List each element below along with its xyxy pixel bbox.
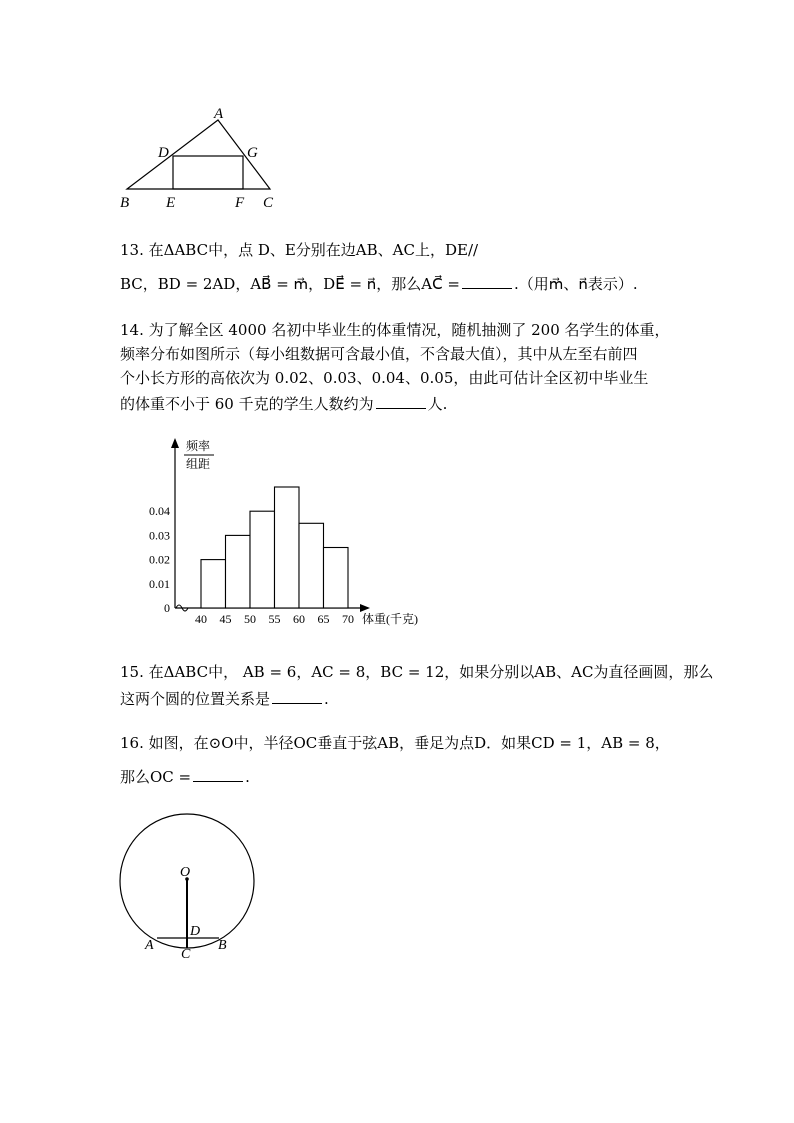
q14-line3: 个小长方形的高依次为 0.02、0.03、0.04、0.05，由此可估计全区初中毕业生	[120, 369, 649, 387]
q14-line4	[120, 393, 447, 414]
xlabel: 体重(千克)	[362, 612, 418, 626]
ylabel-top: 频率	[186, 439, 211, 453]
q14-line1: 14. 为了解全区 4000 名初中毕业生的体重情况，随机抽测了 200 名学生的体重，	[120, 321, 670, 339]
label-f: F	[235, 195, 245, 211]
q14-line4-text: 的体重不小于 60 千克的学生人数约为	[120, 395, 374, 413]
y-axis-arrow	[171, 438, 179, 448]
q13-answer-blank[interactable]	[462, 273, 512, 289]
q14-answer-blank[interactable]	[376, 393, 426, 409]
q16-line1: 16. 如图，在⊙O中，半径OC垂直于弦AB，垂足为点D．如果CD = 1，AB = 8，	[120, 734, 670, 752]
label-a: A	[145, 938, 154, 953]
q15-line1: 15. 在ΔABC中， AB = 6，AC = 8，BC = 12，如果分别以AB、AC为直径画圆，那么	[120, 663, 714, 681]
x-tick-label-6: 70	[342, 612, 354, 626]
label-g: G	[247, 145, 258, 161]
q14-line4-tail: 人.	[427, 395, 448, 413]
x-tick-label-3: 55	[268, 612, 281, 626]
label-c: C	[181, 947, 191, 960]
x-tick-label-5: 65	[317, 612, 330, 626]
bar-4	[299, 523, 324, 608]
x-axis-arrow	[360, 604, 370, 612]
circle-figure	[110, 810, 270, 960]
y-tick-label-0: 0	[164, 601, 170, 615]
bar-0	[201, 560, 226, 608]
x-tick-label-4: 60	[293, 612, 305, 626]
label-b: B	[120, 195, 130, 211]
label-d: D	[158, 145, 169, 161]
label-a: A	[214, 106, 224, 122]
histogram-chart	[140, 430, 440, 630]
x-tick-label-0: 40	[195, 612, 207, 626]
q15-line2	[120, 688, 329, 709]
label-c: C	[263, 195, 274, 211]
ylabel-bottom: 组距	[186, 457, 211, 471]
y-tick-label-4: 0.04	[149, 504, 170, 519]
q16-answer-blank[interactable]	[193, 766, 243, 782]
q16-line2-tail: .	[245, 768, 250, 786]
bar-3	[275, 487, 300, 608]
label-d: D	[190, 924, 201, 939]
q15-line2-text: 这两个圆的位置关系是	[120, 690, 271, 708]
x-tick-label-1: 45	[219, 612, 232, 626]
q15-answer-blank[interactable]	[272, 688, 322, 704]
bar-5	[324, 548, 349, 609]
y-tick-label-2: 0.02	[149, 552, 170, 567]
q16-line2-text: 那么OC =	[120, 768, 192, 786]
bar-1	[226, 535, 251, 608]
y-tick-label-3: 0.03	[149, 528, 170, 543]
q16-line2	[120, 766, 250, 787]
bar-2	[250, 511, 275, 608]
label-o: O	[180, 865, 191, 880]
triangle-figure	[110, 100, 300, 215]
q13-line2-tail: .（用m⃗、n⃗表示）.	[513, 275, 638, 293]
y-tick-label-1: 0.01	[149, 576, 170, 591]
q14-line2: 频率分布如图所示（每小组数据可含最小值，不含最大值），其中从左至右前四	[120, 345, 638, 363]
x-tick-label-2: 50	[244, 612, 256, 626]
q13-line2-text: BC，BD = 2AD，AB⃗ = m⃗，DE⃗ = n⃗，那么AC⃗ =	[120, 275, 460, 293]
q15-line2-tail: .	[324, 690, 329, 708]
label-e: E	[166, 195, 176, 211]
q13-line1: 13. 在ΔABC中，点 D、E分别在边AB、AC上，DE//	[120, 241, 479, 259]
q13-line2	[120, 273, 638, 294]
label-b: B	[218, 938, 227, 953]
